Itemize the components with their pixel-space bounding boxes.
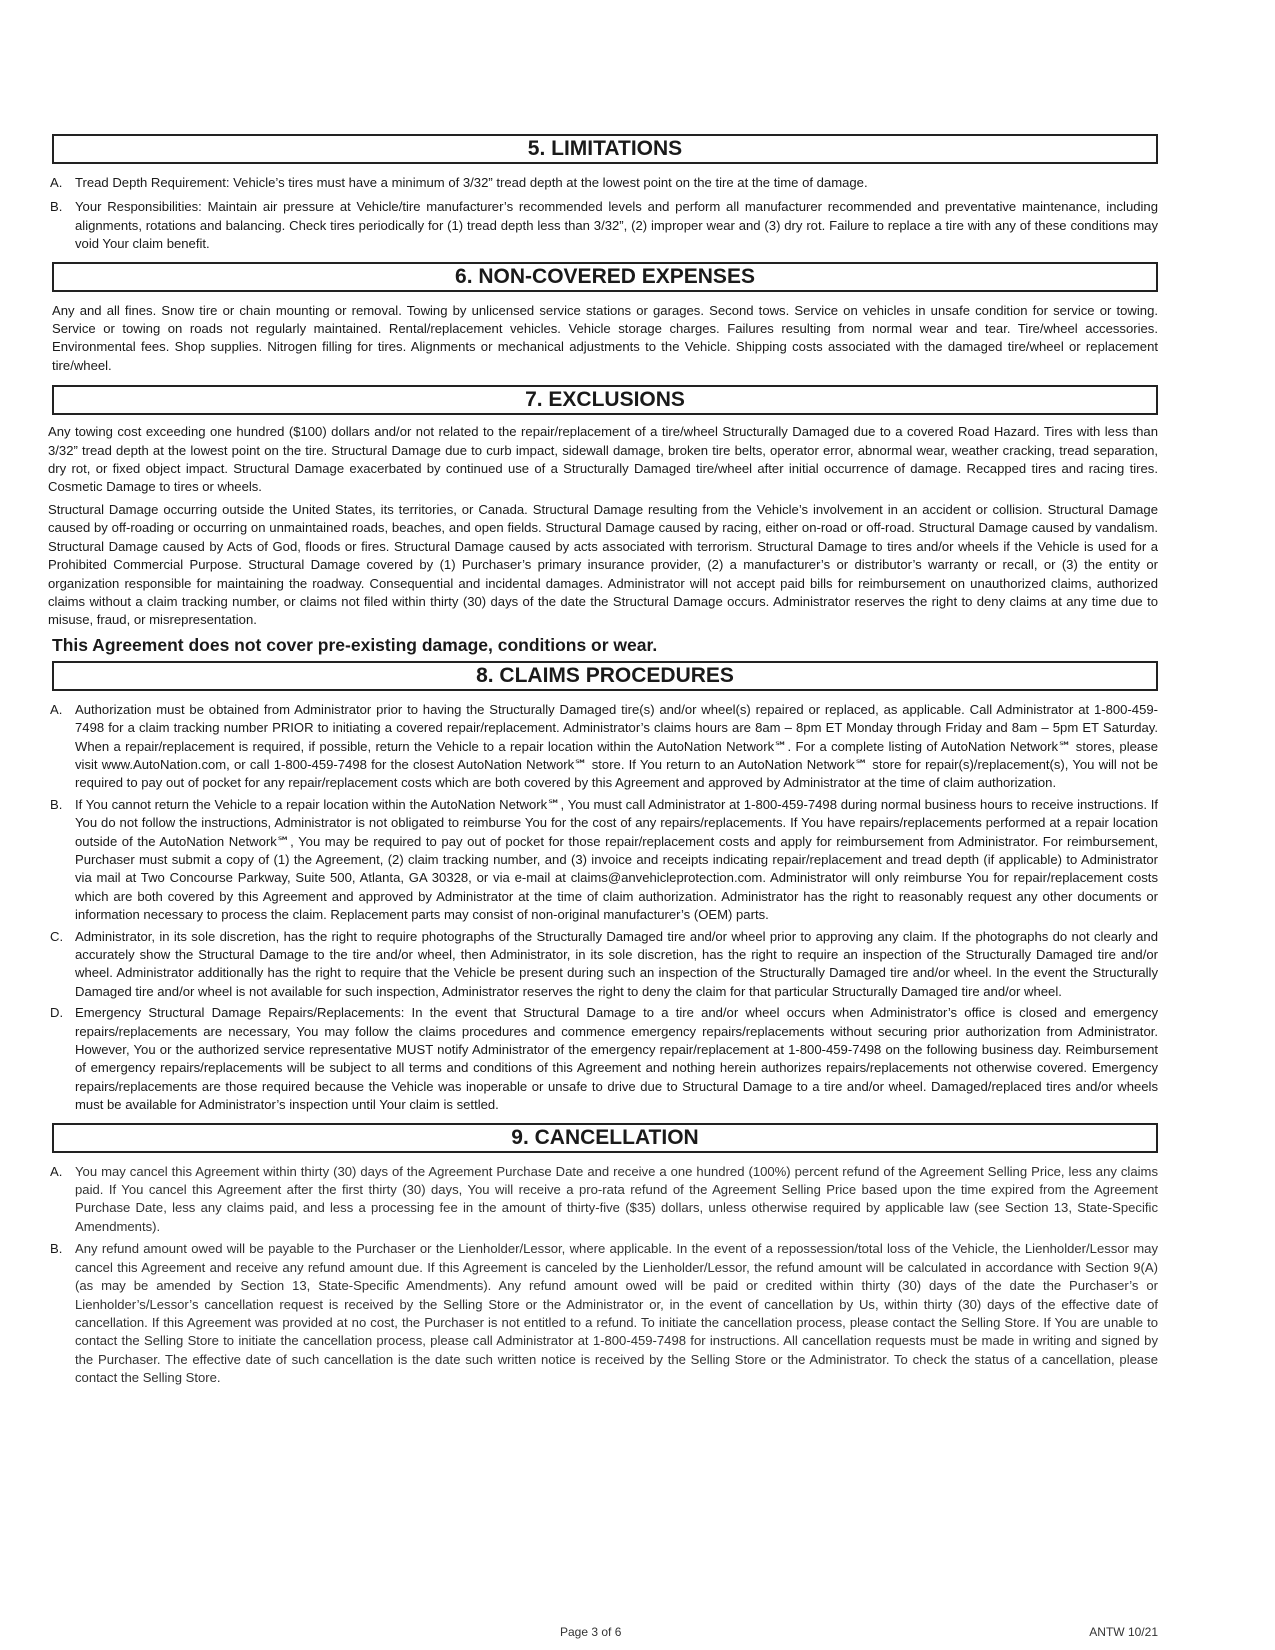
non-covered-expenses-text: Any and all fines. Snow tire or chain mounting or removal. Towing by unlicensed service stations or garages. Second tows. Service on vehicles in unsafe condition for service or towing. Service or towing on roads not regularly maintained. Rental/replacement vehicles. Vehicle storage charges. Failures resulting from normal wear and tear. Tire/wheel accessories. Environmental fees. Shop supplies. Nitrogen filling for tires. Alignments or mechanical adjustments to the Vehicle. Shipping costs associated with the damaged tire/wheel or replacement tire/wheel.	[52, 302, 1158, 373]
section-header-non-covered-expenses: 6. NON-COVERED EXPENSES	[52, 262, 1158, 292]
item-letter: B.	[50, 1241, 63, 1257]
item-text: Administrator, in its sole discretion, has the right to require photographs of the Structurally Damaged tire and/or wheel prior to approving any claim. If the photographs do not clearly and accurately show the Structural Damage to the tire and/or wheel, then Administrator, in its sole discretion, has the right to require an inspection of the Structurally Damaged tire and/or wheel. Administrator additionally has the right to require that the Vehicle be present during such an inspection of the Structurally Damaged tire and/or wheel. In the event the Structurally Damaged tire and/or wheel is not available for such inspection, Administrator reserves the right to deny the claim for that particular Structurally Damaged tire and/or wheel.	[75, 928, 1158, 999]
document-page	[48, 137, 1158, 1388]
pre-existing-damage-statement: This Agreement does not cover pre-existing damage, conditions or wear.	[52, 634, 658, 655]
claims-item-c	[52, 928, 1158, 1002]
item-letter: A.	[50, 701, 63, 717]
cancellation-item-a	[52, 1163, 1158, 1237]
item-letter: A.	[50, 175, 63, 190]
section-header-exclusions: 7. EXCLUSIONS	[52, 385, 1158, 415]
claims-item-a	[52, 701, 1158, 793]
section-header-limitations: 5. LIMITATIONS	[52, 134, 1158, 164]
item-text: If You cannot return the Vehicle to a repair location within the AutoNation Network℠, You must call Administrator at 1-800-459-7498 during normal business hours to receive instructions. If You do not follow the instructions, Administrator is not obligated to reimburse You for the cost of any repairs/replacements. If You have repairs/replacements performed at a repair location outside of the AutoNation Network℠, You may be required to pay out of pocket for those repair/replacement costs and apply for reimbursement from Administrator. For reimbursement, Purchaser must submit a copy of (1) the Agreement, (2) claim tracking number, and (3) invoice and receipts indicating repair/replacement and tread depth (if applicable) to Administrator via mail at Two Concourse Parkway, Suite 500, Atlanta, GA 30328, or via e-mail at claims@anvehicleprotection.com. Administrator will only reimburse You for repair/replacement costs which are both covered by this Agreement and approved by Administrator at the time of claim authorization. Administrator has the right to reasonably request any other documents or information necessary to process the claim. Replacement parts may consist of non-original manufacturer’s (OEM) parts.	[75, 796, 1158, 923]
item-letter: B.	[50, 796, 63, 812]
form-code: ANTW 10/21	[1089, 1625, 1158, 1639]
claims-item-b	[52, 796, 1158, 925]
item-text: You may cancel this Agreement within thirty (30) days of the Agreement Purchase Date and receive a one hundred (100%) percent refund of the Agreement Selling Price, less any claims paid. If You cancel this Agreement after the first thirty (30) days, You will receive a pro-rata refund of the Agreement Selling Price based upon the time expired from the Agreement Purchase Date, less any claims paid, and less a processing fee in the amount of thirty-five ($35) dollars, unless otherwise required by applicable law (see Section 13, State-Specific Amendments).	[75, 1163, 1158, 1234]
item-text: Tread Depth Requirement: Vehicle’s tires must have a minimum of 3/32” tread depth at the lowest point on the tire at the time of damage.	[75, 175, 868, 190]
item-text: Emergency Structural Damage Repairs/Replacements: In the event that Structural Damage to a tire and/or wheel occurs when Administrator’s office is closed and emergency repairs/replacements are necessary, You may follow the claims procedures and commence emergency repairs/replacements without securing prior authorization from Administrator. However, You or the authorized service representative MUST notify Administrator of the emergency repair/replacement at 1-800-459-7498 on the following business day. Reimbursement of emergency repairs/replacements will be subject to all terms and conditions of this Agreement and nothing herein authorizes repairs/replacements not otherwise covered. Emergency repairs/replacements are those required because the Vehicle was inoperable or unsafe to drive due to Structural Damage to a tire and/or wheel. Damaged/replaced tires and/or wheels must be available for Administrator’s inspection until Your claim is settled.	[75, 1005, 1158, 1113]
item-text: Authorization must be obtained from Administrator prior to having the Structurally Damaged tire(s) and/or wheel(s) repaired or replaced, as applicable. Call Administrator at 1-800-459-7498 for a claim tracking number PRIOR to initiating a covered repair/replacement. Administrator’s claims hours are 8am – 8pm ET Monday through Friday and 8am – 5pm ET Saturday. When a repair/replacement is required, if possible, return the Vehicle to a repair location within the AutoNation Network℠. For a complete listing of AutoNation Network℠ stores, please visit www.AutoNation.com, or call 1-800-459-7498 for the closest AutoNation Network℠ store. If You return to an AutoNation Network℠ store for repair(s)/replacement(s), You will not be required to pay out of pocket for any repair/replacement costs which are both covered by this Agreement and approved by Administrator at the time of claim authorization.	[75, 701, 1158, 791]
page-number: Page 3 of 6	[560, 1625, 622, 1639]
section-header-cancellation: 9. CANCELLATION	[52, 1123, 1158, 1153]
limitations-item-b	[52, 198, 1158, 253]
item-letter: D.	[50, 1005, 64, 1021]
cancellation-item-b	[52, 1240, 1158, 1387]
exclusions-paragraph-1: Any towing cost exceeding one hundred ($100) dollars and/or not related to the repair/replacement of a tire/wheel Structurally Damaged due to a covered Road Hazard. Tires with less than 3/32” tread depth at the lowest point on the tire. Structural Damage due to curb impact, sidewall damage, broken tire belts, operator error, abnormal wear, weather cracking, tread separation, dry rot, or fixed object impact. Structural Damage exacerbated by continued use of a Structurally Damaged tire/wheel after initial occurrence of damage. Recapped tires and racing tires. Cosmetic Damage to tires or wheels.	[48, 424, 1158, 495]
item-letter: B.	[50, 199, 63, 215]
item-letter: A.	[50, 1163, 63, 1179]
item-text: Your Responsibilities: Maintain air pressure at Vehicle/tire manufacturer’s recommended levels and perform all manufacturer recommended and preventative maintenance, including alignments, rotations and balancing. Check tires periodically for (1) tread depth less than 3/32”, (2) improper wear and (3) dry rot. Failure to replace a tire with any of these conditions may void Your claim benefit.	[75, 199, 1158, 252]
item-text: Any refund amount owed will be payable to the Purchaser or the Lienholder/Lessor, where applicable. In the event of a repossession/total loss of the Vehicle, the Lienholder/Lessor may cancel this Agreement and receive any refund amount due. If this Agreement is canceled by the Lienholder/Lessor, the refund amount will be calculated in accordance with Section 9(A) (as may be amended by Section 13, State-Specific Amendments). Any refund amount owed will be paid or credited within thirty (30) days of the date the Purchaser’s or Lienholder’s/Lessor’s cancellation request is received by the Selling Store or the Administrator or, in the event of cancellation by Us, within thirty (30) days of the effective date of cancellation. If this Agreement was provided at no cost, the Purchaser is not entitled to a refund. To initiate the cancellation process, please contact the Selling Store. If You are unable to contact the Selling Store to initiate the cancellation process, please call Administrator at 1-800-459-7498 for instructions. All cancellation requests must be made in writing and signed by the Purchaser. The effective date of such cancellation is the date such written notice is received by the Selling Store or the Administrator. To check the status of a cancellation, please contact the Selling Store.	[75, 1241, 1158, 1386]
exclusions-paragraph-2: Structural Damage occurring outside the United States, its territories, or Canada. Structural Damage resulting from the Vehicle’s involvement in an accident or collision. Structural Damage caused by off-roading or occurring on unmaintained roads, beaches, and open fields. Structural Damage caused by racing, either on-road or off-road. Structural Damage caused by vandalism. Structural Damage caused by Acts of God, floods or fires. Structural Damage caused by acts associated with terrorism. Structural Damage to tires and/or wheels if the Vehicle is used for a Prohibited Commercial Purpose. Structural Damage covered by (1) Purchaser’s primary insurance provider, (2) a manufacturer’s or distributor’s warranty or recall, or (3) the entity or organization responsible for maintaining the roadway. Consequential and incidental damages. Administrator will not accept paid bills for reimbursement on unauthorized claims, authorized claims without a claim tracking number, or claims not filed within thirty (30) days of the date the Structural Damage occurs. Administrator reserves the right to deny claims at any time due to misuse, fraud, or misrepresentation.	[48, 501, 1158, 628]
section-header-claims-procedures: 8. CLAIMS PROCEDURES	[52, 661, 1158, 691]
item-letter: C.	[50, 928, 64, 944]
claims-item-d	[52, 1004, 1158, 1114]
limitations-item-a	[52, 174, 1158, 192]
